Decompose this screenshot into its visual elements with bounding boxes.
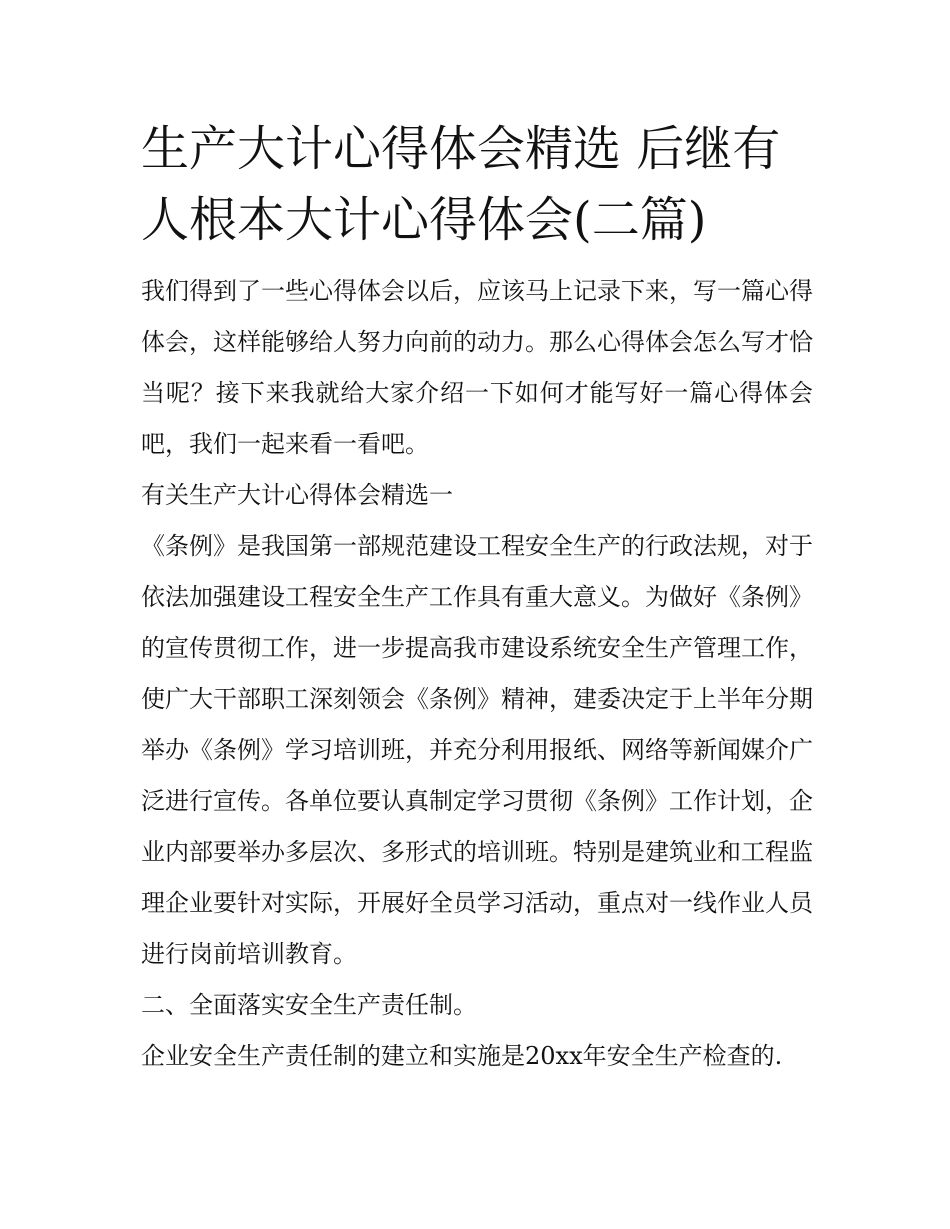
section-heading-1: 有关生产大计心得体会精选一 — [141, 481, 453, 509]
section-heading-2: 二、全面落实安全生产责任制。 — [141, 991, 477, 1019]
intro-paragraph: 我们得到了一些心得体会以后，应该马上记录下来，写一篇心得体会，这样能够给人努力向前的动力。那么心得体会怎么写才恰当呢？接下来我就给大家介绍一下如何才能写好一篇心得体会吧，我们一起来看一看吧。 — [141, 277, 813, 458]
document-body — [141, 114, 813, 1082]
body-paragraph-2: 企业安全生产责任制的建立和实施是20xx年安全生产检查的. — [141, 1042, 783, 1070]
document-title: 生产大计心得体会精选 后继有人根本大计心得体会(二篇) — [141, 121, 781, 248]
body-paragraph-1: 《条例》是我国第一部规范建设工程安全生产的行政法规，对于依法加强建设工程安全生产工作具有重大意义。为做好《条例》的宣传贯彻工作，进一步提高我市建设系统安全生产管理工作，使广大干部职工深刻领会《条例》精神，建委决定于上半年分期举办《条例》学习培训班，并充分利用报纸、网络等新闻媒介广泛进行宣传。各单位要认真制定学习贯彻《条例》工作计划，企业内部要举办多层次、多形式的培训班。特别是建筑业和工程监理企业要针对实际，开展好全员学习活动，重点对一线作业人员进行岗前培训教育。 — [141, 532, 813, 968]
